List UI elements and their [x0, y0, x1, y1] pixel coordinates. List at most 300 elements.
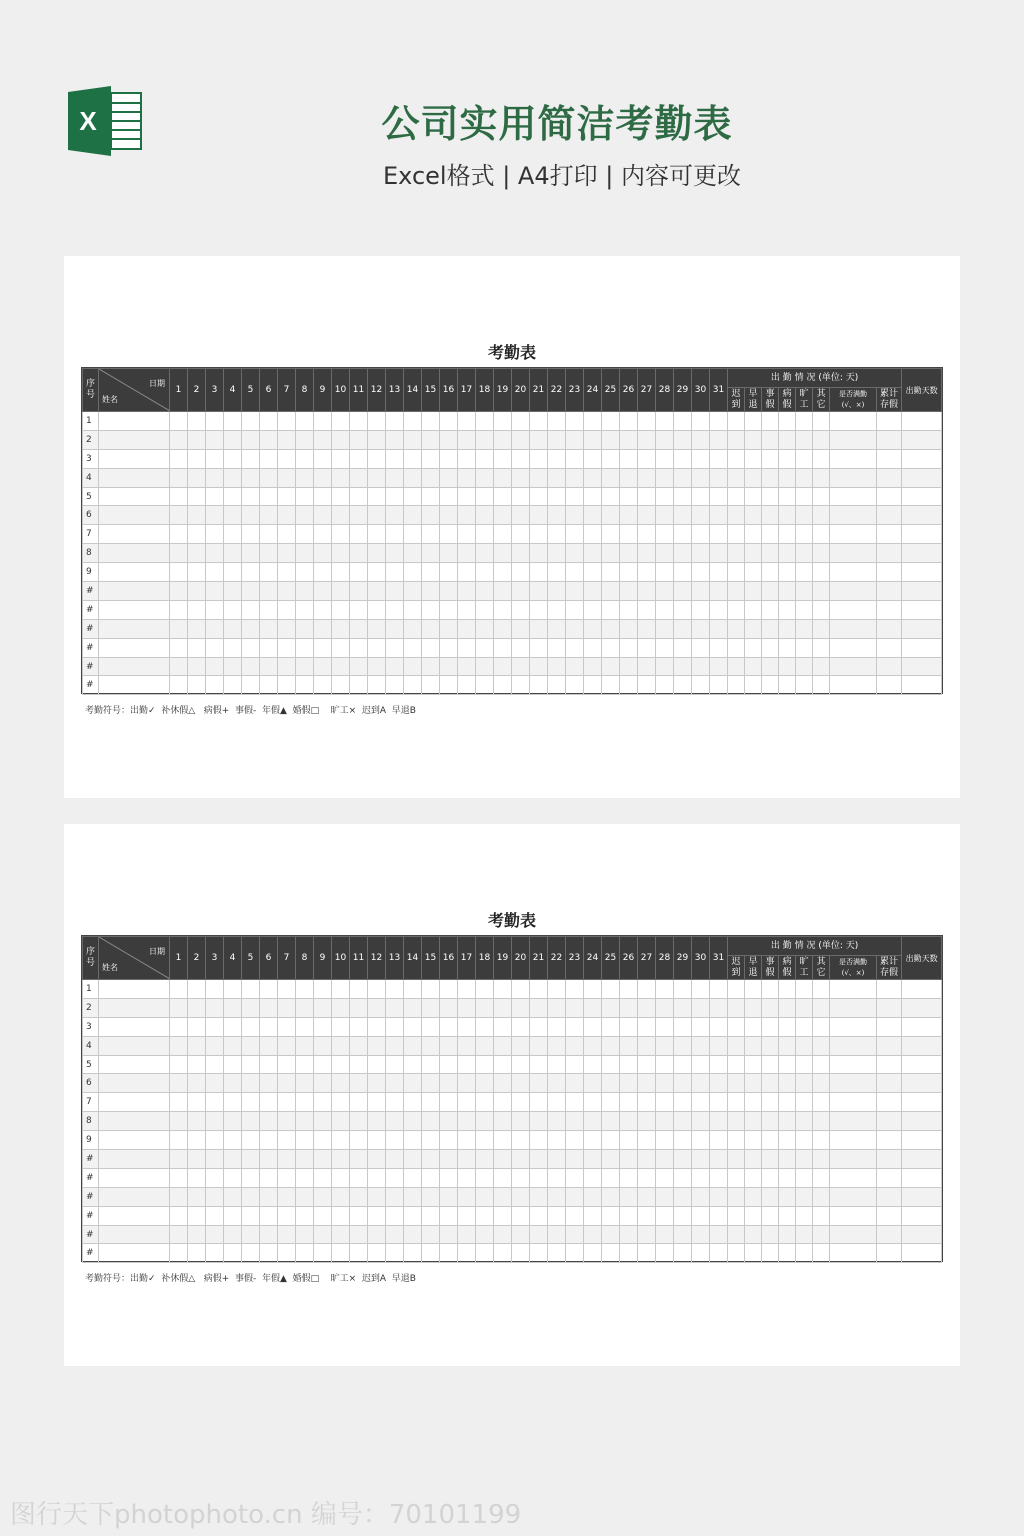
day-cell[interactable] — [170, 619, 188, 638]
day-cell[interactable] — [422, 619, 440, 638]
day-cell[interactable] — [314, 1225, 332, 1244]
day-cell[interactable] — [332, 487, 350, 506]
attendance-cell[interactable] — [762, 1036, 779, 1055]
day-cell[interactable] — [296, 619, 314, 638]
day-cell[interactable] — [512, 1131, 530, 1150]
attendance-cell[interactable] — [762, 657, 779, 676]
days-total-cell[interactable] — [902, 600, 942, 619]
day-cell[interactable] — [710, 449, 728, 468]
day-cell[interactable] — [386, 600, 404, 619]
attendance-cell[interactable] — [813, 1150, 830, 1169]
day-cell[interactable] — [530, 487, 548, 506]
day-cell[interactable] — [458, 449, 476, 468]
days-total-cell[interactable] — [902, 998, 942, 1017]
attendance-cell[interactable] — [779, 1244, 796, 1263]
day-cell[interactable] — [242, 506, 260, 525]
day-cell[interactable] — [296, 1036, 314, 1055]
day-cell[interactable] — [512, 638, 530, 657]
day-cell[interactable] — [404, 1036, 422, 1055]
day-cell[interactable] — [674, 1225, 692, 1244]
day-cell[interactable] — [602, 676, 620, 695]
attendance-cell[interactable] — [728, 544, 745, 563]
attendance-cell[interactable] — [728, 1244, 745, 1263]
attendance-cell[interactable] — [830, 1244, 877, 1263]
day-cell[interactable] — [278, 1131, 296, 1150]
day-cell[interactable] — [566, 1036, 584, 1055]
day-cell[interactable] — [566, 1112, 584, 1131]
day-cell[interactable] — [458, 676, 476, 695]
day-cell[interactable] — [224, 1150, 242, 1169]
days-total-cell[interactable] — [902, 1225, 942, 1244]
day-cell[interactable] — [296, 1131, 314, 1150]
day-cell[interactable] — [368, 1150, 386, 1169]
day-cell[interactable] — [206, 582, 224, 601]
day-cell[interactable] — [206, 525, 224, 544]
day-cell[interactable] — [422, 657, 440, 676]
attendance-cell[interactable] — [830, 525, 877, 544]
day-cell[interactable] — [188, 1093, 206, 1112]
days-total-cell[interactable] — [902, 1131, 942, 1150]
attendance-cell[interactable] — [762, 1074, 779, 1093]
attendance-cell[interactable] — [728, 1131, 745, 1150]
day-cell[interactable] — [368, 1244, 386, 1263]
day-cell[interactable] — [314, 676, 332, 695]
day-cell[interactable] — [458, 544, 476, 563]
day-cell[interactable] — [620, 638, 638, 657]
attendance-cell[interactable] — [745, 1036, 762, 1055]
day-cell[interactable] — [476, 1036, 494, 1055]
day-cell[interactable] — [548, 1150, 566, 1169]
day-cell[interactable] — [206, 980, 224, 999]
days-total-cell[interactable] — [902, 563, 942, 582]
attendance-cell[interactable] — [830, 638, 877, 657]
day-cell[interactable] — [494, 619, 512, 638]
day-cell[interactable] — [224, 657, 242, 676]
day-cell[interactable] — [548, 619, 566, 638]
attendance-cell[interactable] — [877, 657, 902, 676]
day-cell[interactable] — [224, 676, 242, 695]
day-cell[interactable] — [512, 449, 530, 468]
day-cell[interactable] — [188, 506, 206, 525]
day-cell[interactable] — [458, 582, 476, 601]
days-total-cell[interactable] — [902, 619, 942, 638]
attendance-cell[interactable] — [728, 1055, 745, 1074]
attendance-cell[interactable] — [745, 506, 762, 525]
day-cell[interactable] — [368, 525, 386, 544]
day-cell[interactable] — [350, 1150, 368, 1169]
day-cell[interactable] — [620, 1225, 638, 1244]
day-cell[interactable] — [440, 506, 458, 525]
day-cell[interactable] — [440, 1055, 458, 1074]
day-cell[interactable] — [404, 619, 422, 638]
day-cell[interactable] — [386, 676, 404, 695]
attendance-cell[interactable] — [830, 619, 877, 638]
name-cell[interactable] — [99, 487, 170, 506]
day-cell[interactable] — [458, 638, 476, 657]
day-cell[interactable] — [692, 600, 710, 619]
day-cell[interactable] — [314, 1017, 332, 1036]
day-cell[interactable] — [440, 1017, 458, 1036]
attendance-cell[interactable] — [877, 1093, 902, 1112]
day-cell[interactable] — [512, 430, 530, 449]
day-cell[interactable] — [242, 468, 260, 487]
day-cell[interactable] — [386, 412, 404, 431]
day-cell[interactable] — [584, 1074, 602, 1093]
day-cell[interactable] — [692, 619, 710, 638]
attendance-cell[interactable] — [762, 1150, 779, 1169]
day-cell[interactable] — [404, 1150, 422, 1169]
attendance-cell[interactable] — [830, 1150, 877, 1169]
attendance-cell[interactable] — [779, 544, 796, 563]
day-cell[interactable] — [242, 1150, 260, 1169]
day-cell[interactable] — [620, 980, 638, 999]
attendance-cell[interactable] — [796, 1206, 813, 1225]
day-cell[interactable] — [476, 657, 494, 676]
day-cell[interactable] — [620, 487, 638, 506]
day-cell[interactable] — [404, 430, 422, 449]
day-cell[interactable] — [260, 1168, 278, 1187]
day-cell[interactable] — [368, 1168, 386, 1187]
attendance-cell[interactable] — [877, 449, 902, 468]
attendance-cell[interactable] — [728, 506, 745, 525]
day-cell[interactable] — [674, 1017, 692, 1036]
day-cell[interactable] — [656, 619, 674, 638]
day-cell[interactable] — [566, 1131, 584, 1150]
day-cell[interactable] — [314, 657, 332, 676]
day-cell[interactable] — [170, 412, 188, 431]
day-cell[interactable] — [368, 468, 386, 487]
day-cell[interactable] — [638, 1036, 656, 1055]
attendance-cell[interactable] — [745, 449, 762, 468]
day-cell[interactable] — [422, 1036, 440, 1055]
day-cell[interactable] — [512, 506, 530, 525]
day-cell[interactable] — [314, 619, 332, 638]
day-cell[interactable] — [278, 638, 296, 657]
day-cell[interactable] — [494, 582, 512, 601]
day-cell[interactable] — [404, 582, 422, 601]
day-cell[interactable] — [494, 998, 512, 1017]
attendance-cell[interactable] — [779, 1168, 796, 1187]
day-cell[interactable] — [476, 449, 494, 468]
day-cell[interactable] — [332, 1168, 350, 1187]
day-cell[interactable] — [260, 544, 278, 563]
day-cell[interactable] — [296, 506, 314, 525]
day-cell[interactable] — [242, 412, 260, 431]
day-cell[interactable] — [494, 1112, 512, 1131]
day-cell[interactable] — [512, 525, 530, 544]
day-cell[interactable] — [548, 1168, 566, 1187]
day-cell[interactable] — [494, 487, 512, 506]
day-cell[interactable] — [224, 1187, 242, 1206]
day-cell[interactable] — [404, 1168, 422, 1187]
attendance-cell[interactable] — [779, 1187, 796, 1206]
day-cell[interactable] — [530, 1150, 548, 1169]
day-cell[interactable] — [548, 1055, 566, 1074]
day-cell[interactable] — [260, 657, 278, 676]
day-cell[interactable] — [206, 1206, 224, 1225]
day-cell[interactable] — [422, 1225, 440, 1244]
day-cell[interactable] — [548, 600, 566, 619]
day-cell[interactable] — [674, 1244, 692, 1263]
day-cell[interactable] — [422, 1187, 440, 1206]
days-total-cell[interactable] — [902, 449, 942, 468]
day-cell[interactable] — [170, 600, 188, 619]
attendance-cell[interactable] — [779, 1206, 796, 1225]
day-cell[interactable] — [440, 1112, 458, 1131]
day-cell[interactable] — [440, 638, 458, 657]
day-cell[interactable] — [566, 676, 584, 695]
day-cell[interactable] — [278, 412, 296, 431]
attendance-cell[interactable] — [745, 600, 762, 619]
day-cell[interactable] — [602, 525, 620, 544]
day-cell[interactable] — [422, 412, 440, 431]
day-cell[interactable] — [674, 1112, 692, 1131]
day-cell[interactable] — [458, 1017, 476, 1036]
attendance-cell[interactable] — [745, 1112, 762, 1131]
attendance-cell[interactable] — [779, 1055, 796, 1074]
days-total-cell[interactable] — [902, 1168, 942, 1187]
day-cell[interactable] — [548, 1225, 566, 1244]
day-cell[interactable] — [692, 1131, 710, 1150]
day-cell[interactable] — [278, 487, 296, 506]
day-cell[interactable] — [404, 525, 422, 544]
day-cell[interactable] — [638, 1055, 656, 1074]
attendance-cell[interactable] — [877, 1225, 902, 1244]
attendance-cell[interactable] — [728, 563, 745, 582]
day-cell[interactable] — [278, 600, 296, 619]
attendance-cell[interactable] — [877, 600, 902, 619]
day-cell[interactable] — [350, 1036, 368, 1055]
day-cell[interactable] — [422, 1244, 440, 1263]
day-cell[interactable] — [584, 1036, 602, 1055]
day-cell[interactable] — [296, 563, 314, 582]
day-cell[interactable] — [548, 1093, 566, 1112]
day-cell[interactable] — [566, 638, 584, 657]
attendance-cell[interactable] — [813, 449, 830, 468]
attendance-cell[interactable] — [796, 676, 813, 695]
attendance-cell[interactable] — [762, 1187, 779, 1206]
day-cell[interactable] — [656, 980, 674, 999]
day-cell[interactable] — [494, 980, 512, 999]
days-total-cell[interactable] — [902, 980, 942, 999]
day-cell[interactable] — [476, 980, 494, 999]
name-cell[interactable] — [99, 430, 170, 449]
day-cell[interactable] — [674, 1093, 692, 1112]
attendance-cell[interactable] — [796, 1244, 813, 1263]
day-cell[interactable] — [350, 676, 368, 695]
day-cell[interactable] — [458, 487, 476, 506]
day-cell[interactable] — [584, 544, 602, 563]
day-cell[interactable] — [368, 600, 386, 619]
attendance-cell[interactable] — [779, 1074, 796, 1093]
day-cell[interactable] — [440, 998, 458, 1017]
day-cell[interactable] — [494, 430, 512, 449]
attendance-cell[interactable] — [830, 1036, 877, 1055]
day-cell[interactable] — [530, 1131, 548, 1150]
attendance-cell[interactable] — [779, 468, 796, 487]
attendance-cell[interactable] — [813, 506, 830, 525]
day-cell[interactable] — [548, 1206, 566, 1225]
day-cell[interactable] — [584, 1131, 602, 1150]
day-cell[interactable] — [494, 1036, 512, 1055]
day-cell[interactable] — [242, 1187, 260, 1206]
day-cell[interactable] — [170, 582, 188, 601]
day-cell[interactable] — [188, 1055, 206, 1074]
day-cell[interactable] — [224, 619, 242, 638]
attendance-cell[interactable] — [830, 1131, 877, 1150]
attendance-cell[interactable] — [779, 582, 796, 601]
day-cell[interactable] — [170, 525, 188, 544]
day-cell[interactable] — [584, 998, 602, 1017]
attendance-cell[interactable] — [728, 525, 745, 544]
day-cell[interactable] — [224, 1055, 242, 1074]
attendance-cell[interactable] — [745, 1168, 762, 1187]
day-cell[interactable] — [476, 1017, 494, 1036]
day-cell[interactable] — [440, 468, 458, 487]
day-cell[interactable] — [260, 563, 278, 582]
day-cell[interactable] — [404, 676, 422, 695]
day-cell[interactable] — [368, 1187, 386, 1206]
day-cell[interactable] — [530, 1187, 548, 1206]
day-cell[interactable] — [656, 487, 674, 506]
day-cell[interactable] — [620, 676, 638, 695]
day-cell[interactable] — [476, 1074, 494, 1093]
day-cell[interactable] — [332, 506, 350, 525]
attendance-cell[interactable] — [762, 468, 779, 487]
attendance-cell[interactable] — [762, 638, 779, 657]
day-cell[interactable] — [170, 1187, 188, 1206]
day-cell[interactable] — [350, 1093, 368, 1112]
day-cell[interactable] — [188, 412, 206, 431]
day-cell[interactable] — [692, 638, 710, 657]
day-cell[interactable] — [296, 1017, 314, 1036]
day-cell[interactable] — [674, 1055, 692, 1074]
attendance-cell[interactable] — [762, 980, 779, 999]
day-cell[interactable] — [206, 1131, 224, 1150]
day-cell[interactable] — [386, 468, 404, 487]
attendance-cell[interactable] — [745, 430, 762, 449]
day-cell[interactable] — [638, 657, 656, 676]
attendance-cell[interactable] — [728, 980, 745, 999]
days-total-cell[interactable] — [902, 582, 942, 601]
day-cell[interactable] — [314, 600, 332, 619]
day-cell[interactable] — [584, 657, 602, 676]
day-cell[interactable] — [692, 980, 710, 999]
day-cell[interactable] — [530, 1017, 548, 1036]
attendance-cell[interactable] — [796, 1225, 813, 1244]
day-cell[interactable] — [440, 525, 458, 544]
days-total-cell[interactable] — [902, 1093, 942, 1112]
day-cell[interactable] — [170, 657, 188, 676]
day-cell[interactable] — [530, 1074, 548, 1093]
day-cell[interactable] — [674, 582, 692, 601]
attendance-cell[interactable] — [728, 1036, 745, 1055]
day-cell[interactable] — [620, 525, 638, 544]
day-cell[interactable] — [404, 1206, 422, 1225]
day-cell[interactable] — [332, 525, 350, 544]
day-cell[interactable] — [512, 1225, 530, 1244]
day-cell[interactable] — [170, 1036, 188, 1055]
day-cell[interactable] — [422, 998, 440, 1017]
day-cell[interactable] — [638, 1017, 656, 1036]
day-cell[interactable] — [620, 1244, 638, 1263]
day-cell[interactable] — [656, 506, 674, 525]
attendance-cell[interactable] — [877, 1036, 902, 1055]
day-cell[interactable] — [278, 449, 296, 468]
day-cell[interactable] — [530, 998, 548, 1017]
day-cell[interactable] — [548, 638, 566, 657]
day-cell[interactable] — [656, 1225, 674, 1244]
attendance-cell[interactable] — [830, 544, 877, 563]
day-cell[interactable] — [458, 563, 476, 582]
day-cell[interactable] — [296, 1168, 314, 1187]
day-cell[interactable] — [350, 1131, 368, 1150]
day-cell[interactable] — [458, 1112, 476, 1131]
day-cell[interactable] — [638, 1112, 656, 1131]
day-cell[interactable] — [440, 582, 458, 601]
day-cell[interactable] — [350, 1244, 368, 1263]
day-cell[interactable] — [530, 1093, 548, 1112]
day-cell[interactable] — [260, 1093, 278, 1112]
day-cell[interactable] — [386, 1017, 404, 1036]
attendance-cell[interactable] — [745, 1244, 762, 1263]
day-cell[interactable] — [278, 430, 296, 449]
name-cell[interactable] — [99, 1131, 170, 1150]
day-cell[interactable] — [458, 1244, 476, 1263]
day-cell[interactable] — [602, 1244, 620, 1263]
day-cell[interactable] — [386, 1206, 404, 1225]
day-cell[interactable] — [260, 1074, 278, 1093]
attendance-cell[interactable] — [813, 563, 830, 582]
attendance-cell[interactable] — [877, 468, 902, 487]
day-cell[interactable] — [440, 676, 458, 695]
day-cell[interactable] — [170, 1074, 188, 1093]
attendance-cell[interactable] — [762, 582, 779, 601]
day-cell[interactable] — [278, 544, 296, 563]
day-cell[interactable] — [638, 1074, 656, 1093]
attendance-cell[interactable] — [830, 1225, 877, 1244]
day-cell[interactable] — [404, 1017, 422, 1036]
day-cell[interactable] — [188, 563, 206, 582]
attendance-cell[interactable] — [796, 600, 813, 619]
day-cell[interactable] — [674, 676, 692, 695]
day-cell[interactable] — [278, 1036, 296, 1055]
attendance-cell[interactable] — [830, 468, 877, 487]
attendance-cell[interactable] — [813, 412, 830, 431]
day-cell[interactable] — [206, 619, 224, 638]
day-cell[interactable] — [296, 600, 314, 619]
attendance-cell[interactable] — [830, 412, 877, 431]
day-cell[interactable] — [368, 449, 386, 468]
day-cell[interactable] — [206, 1187, 224, 1206]
day-cell[interactable] — [314, 1244, 332, 1263]
attendance-cell[interactable] — [728, 1150, 745, 1169]
day-cell[interactable] — [620, 430, 638, 449]
day-cell[interactable] — [710, 619, 728, 638]
day-cell[interactable] — [260, 676, 278, 695]
day-cell[interactable] — [350, 582, 368, 601]
day-cell[interactable] — [656, 1036, 674, 1055]
attendance-cell[interactable] — [877, 1168, 902, 1187]
attendance-cell[interactable] — [877, 638, 902, 657]
day-cell[interactable] — [260, 1036, 278, 1055]
day-cell[interactable] — [548, 1187, 566, 1206]
attendance-cell[interactable] — [830, 563, 877, 582]
day-cell[interactable] — [530, 563, 548, 582]
day-cell[interactable] — [404, 998, 422, 1017]
day-cell[interactable] — [656, 1093, 674, 1112]
day-cell[interactable] — [674, 412, 692, 431]
